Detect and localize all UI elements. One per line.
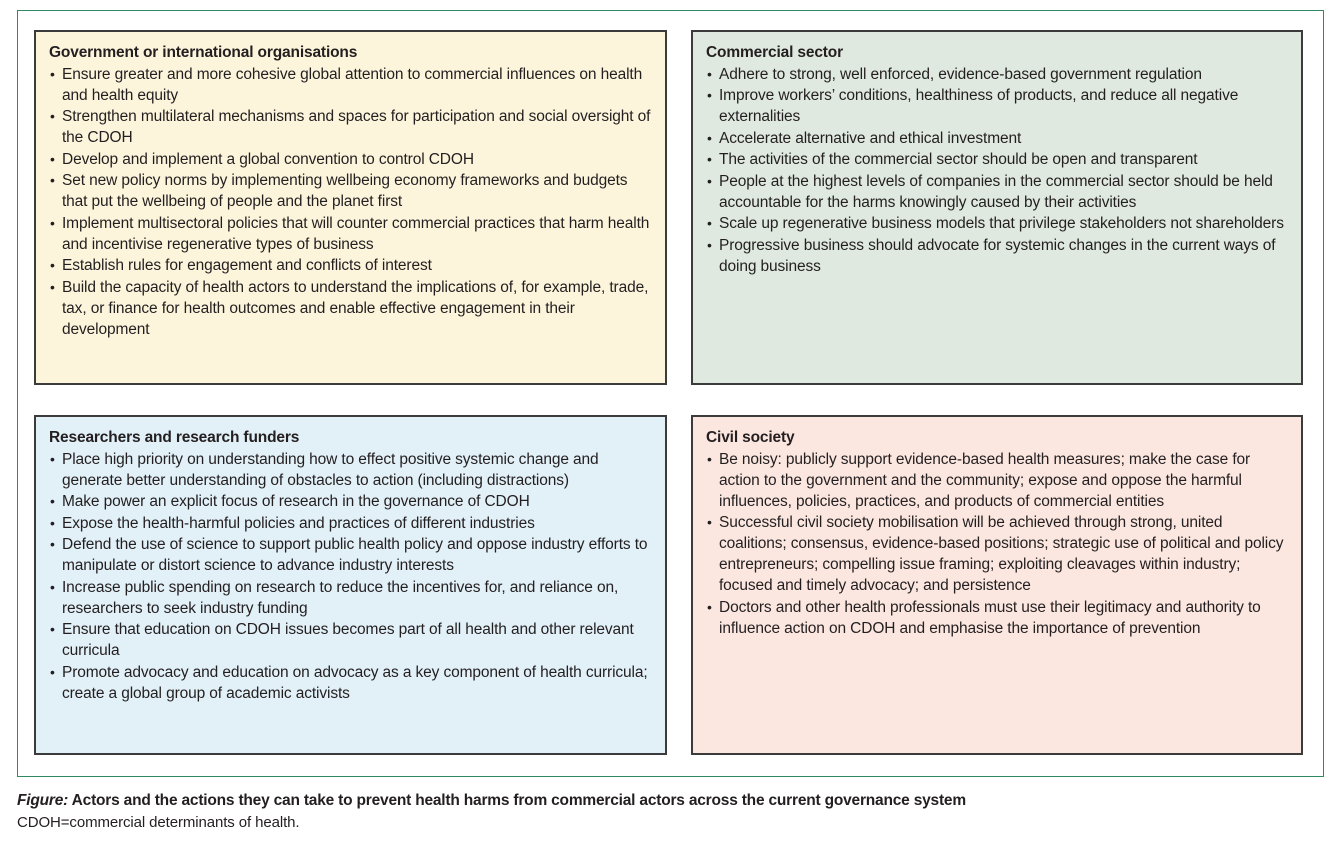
panel-grid <box>17 10 1324 777</box>
list-item: • Expose the health-harmful policies and practices of different industries <box>49 513 653 534</box>
list-item: • Make power an explicit focus of research in the governance of CDOH <box>49 491 653 512</box>
list-item: • Strengthen multilateral mechanisms and spaces for participation and social oversight of the CDOH <box>49 106 653 148</box>
caption-title: Actors and the actions they can take to prevent health harms from commercial actors across the current governance system <box>71 792 966 809</box>
panel-title-commercial-sector: Commercial sector <box>706 44 844 61</box>
caption-label: Figure: <box>17 792 69 809</box>
list-item: • Improve workers’ conditions, healthiness of products, and reduce all negative externalities <box>706 85 1289 127</box>
caption-title-line <box>17 791 1327 811</box>
list-item: • Build the capacity of health actors to understand the implications of, for example, trade, tax, or finance for health outcomes and enable effective engagement in their development <box>49 277 653 340</box>
list-item: • Doctors and other health professionals must use their legitimacy and authority to influence action on CDOH and emphasise the importance of prevention <box>706 597 1289 639</box>
panel-title-civil-society: Civil society <box>706 429 795 446</box>
panel-researchers <box>34 415 667 755</box>
list-item: • Place high priority on understanding how to effect positive systemic change and generate better understanding of obstacles to action (including distractions) <box>49 449 653 491</box>
list-item: • Progressive business should advocate for systemic changes in the current ways of doing business <box>706 235 1289 277</box>
list-item: • Scale up regenerative business models that privilege stakeholders not shareholders <box>706 213 1289 234</box>
bullet-list-government <box>49 64 653 340</box>
list-item: • Be noisy: publicly support evidence-based health measures; make the case for action to the government and the community; expose and oppose the harmful influences, policies, practices, and products of commercial entities <box>706 449 1289 512</box>
list-item: • Promote advocacy and education on advocacy as a key component of health curricula; create a global group of academic activists <box>49 662 653 704</box>
list-item: • Accelerate alternative and ethical investment <box>706 128 1289 149</box>
list-item: • Develop and implement a global convention to control CDOH <box>49 149 653 170</box>
caption-footnote: CDOH=commercial determinants of health. <box>17 814 300 832</box>
figure-caption <box>17 791 1327 834</box>
bullet-list-civil-society <box>706 449 1289 639</box>
list-item: • Establish rules for engagement and conflicts of interest <box>49 255 653 276</box>
panel-title-government: Government or international organisations <box>49 44 358 61</box>
list-item: • Adhere to strong, well enforced, evidence-based government regulation <box>706 64 1289 85</box>
panel-government <box>34 30 667 385</box>
panel-commercial-sector <box>691 30 1303 385</box>
list-item: • People at the highest levels of companies in the commercial sector should be held accountable for the harms knowingly caused by their activities <box>706 171 1289 213</box>
list-item: • Defend the use of science to support public health policy and oppose industry efforts to manipulate or distort science to advance industry interests <box>49 534 653 576</box>
bullet-list-commercial-sector <box>706 64 1289 277</box>
list-item: • The activities of the commercial sector should be open and transparent <box>706 149 1289 170</box>
list-item: • Ensure that education on CDOH issues becomes part of all health and other relevant curricula <box>49 619 653 661</box>
list-item: • Successful civil society mobilisation will be achieved through strong, united coalitions; consensus, evidence-based positions; strategic use of political and policy entrepreneurs; compelling issue framing; exploiting cleavages within industry; focused and timely advocacy; and persistence <box>706 512 1289 596</box>
list-item: • Ensure greater and more cohesive global attention to commercial influences on health and health equity <box>49 64 653 106</box>
panel-civil-society <box>691 415 1303 755</box>
bullet-list-researchers <box>49 449 653 704</box>
list-item: • Implement multisectoral policies that will counter commercial practices that harm health and incentivise regenerative types of business <box>49 213 653 255</box>
panel-title-researchers: Researchers and research funders <box>49 429 300 446</box>
list-item: • Set new policy norms by implementing wellbeing economy frameworks and budgets that put the wellbeing of people and the planet first <box>49 170 653 212</box>
list-item: • Increase public spending on research to reduce the incentives for, and reliance on, researchers to seek industry funding <box>49 577 653 619</box>
